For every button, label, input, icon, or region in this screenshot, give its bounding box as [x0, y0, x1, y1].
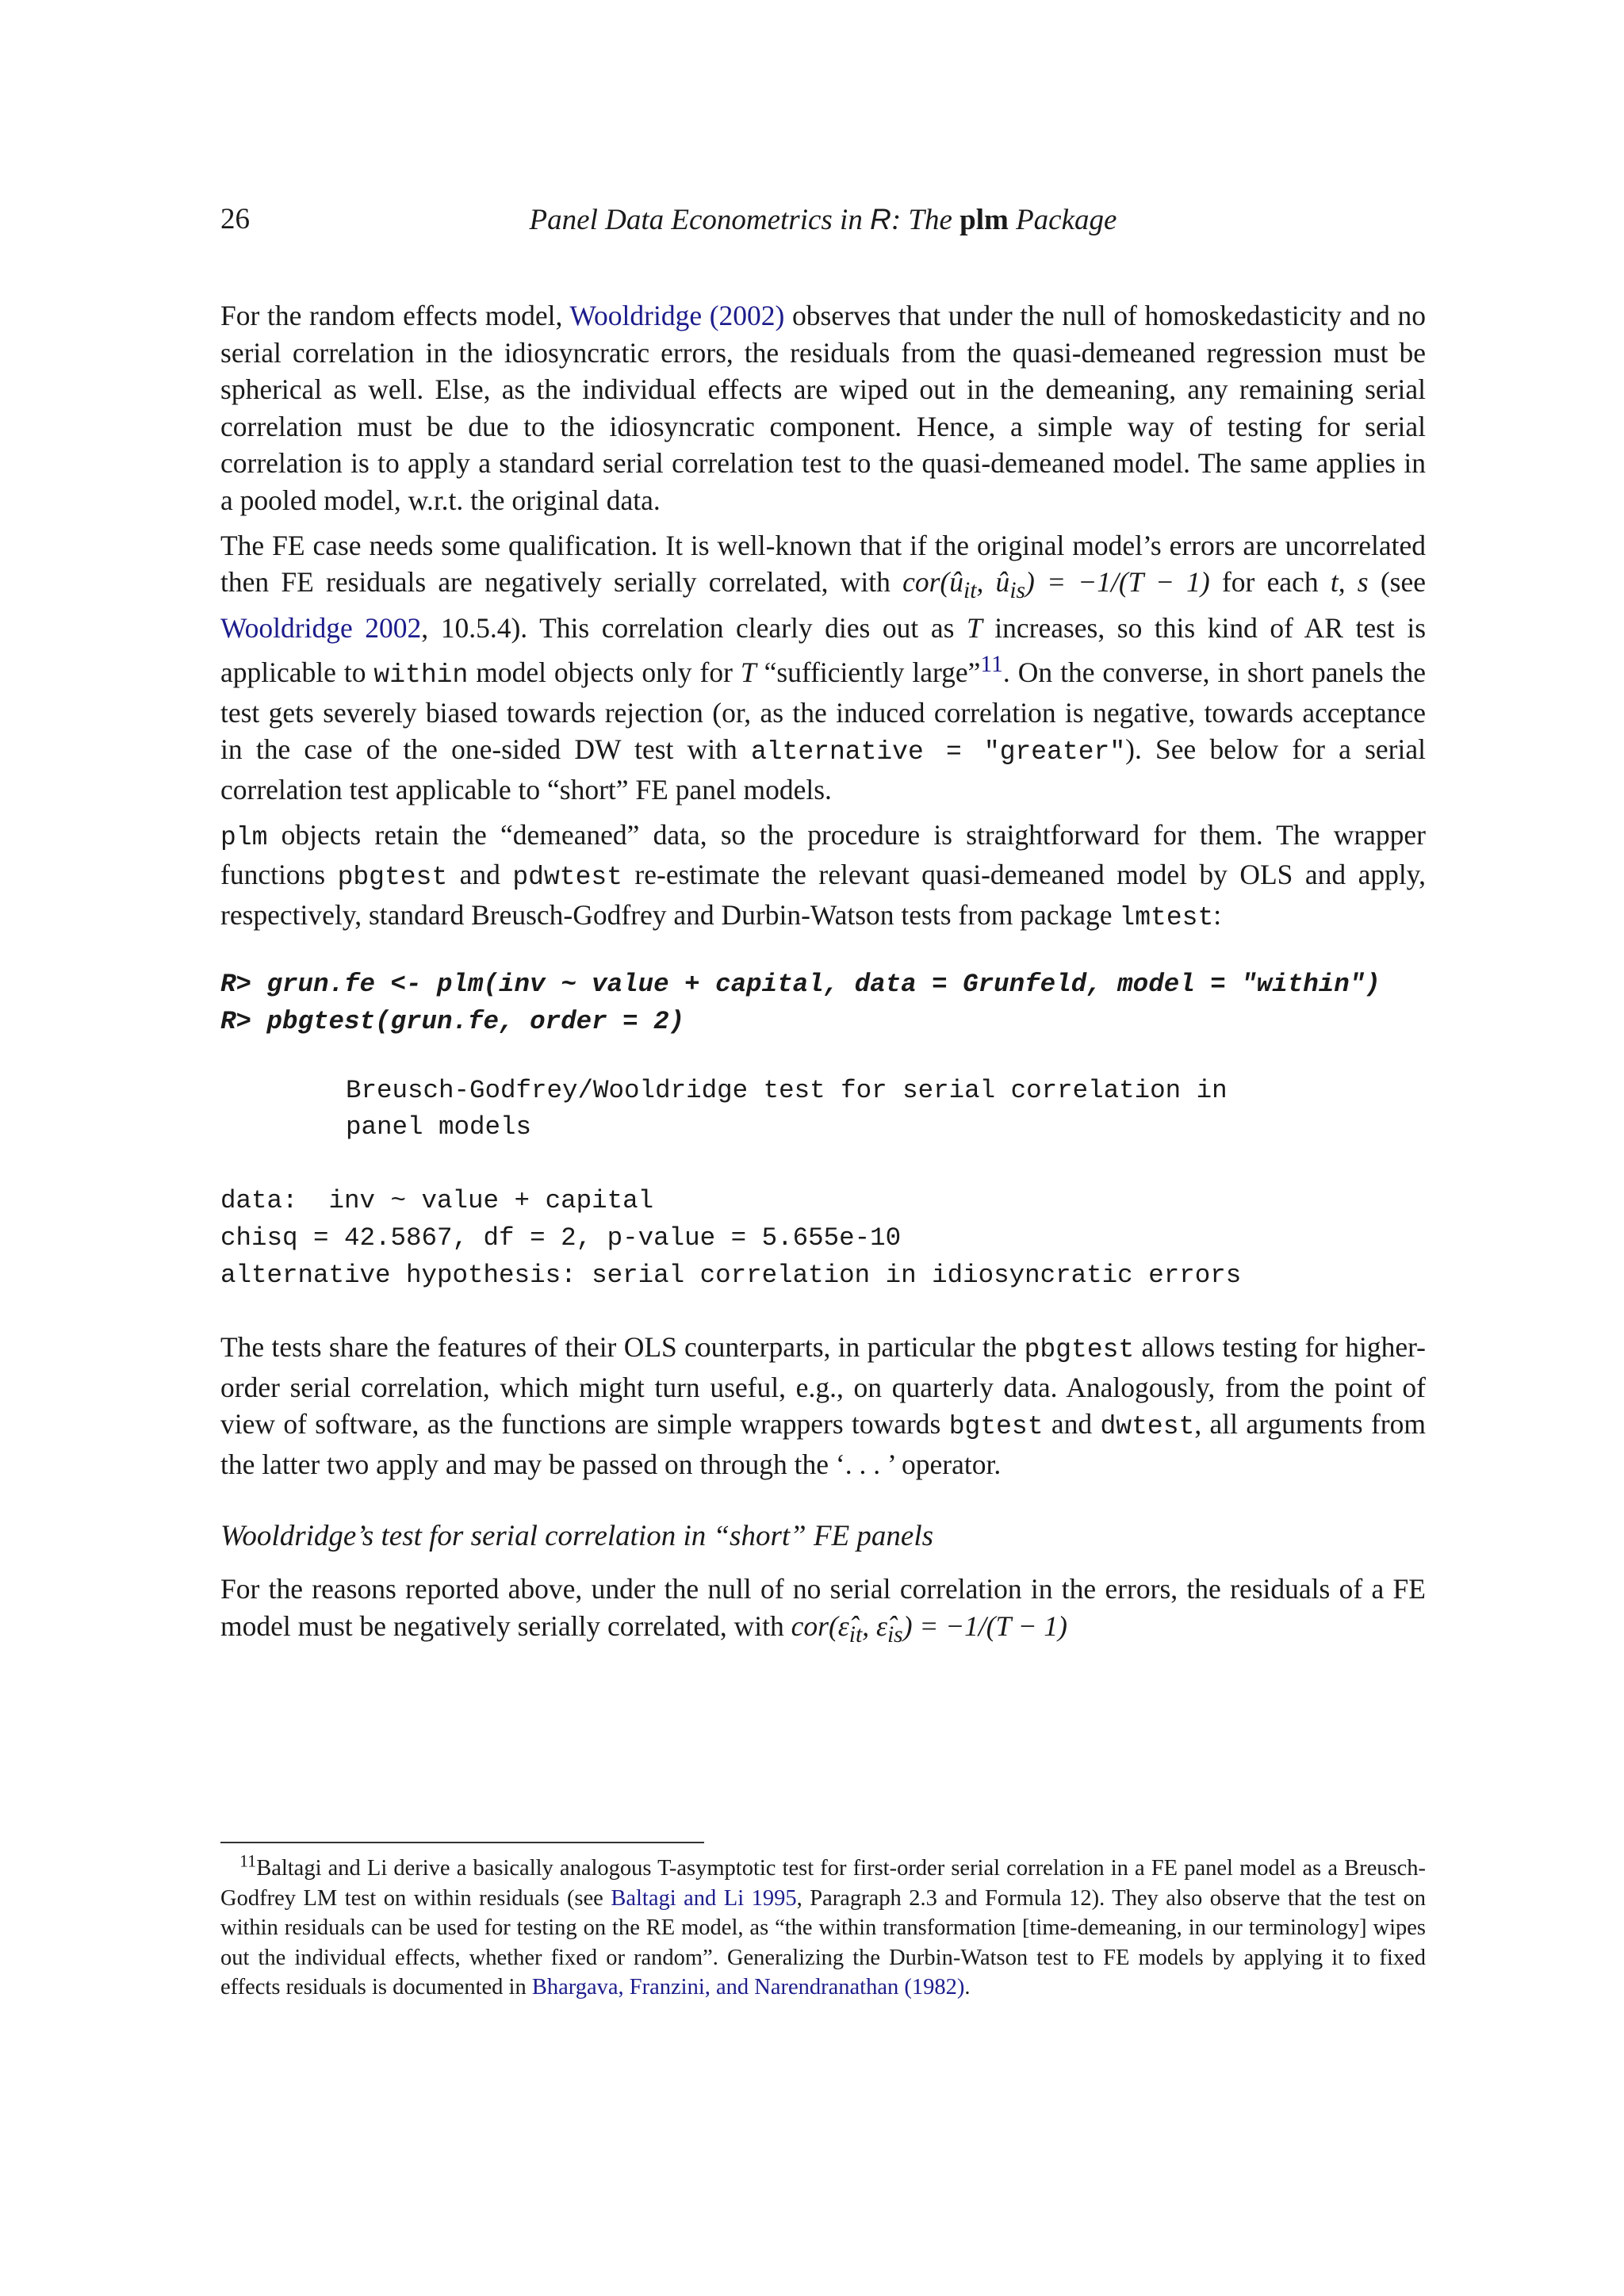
test-data-line: data: inv ~ value + capital [220, 1186, 654, 1216]
math-correlation-epsilon: $cor(\varepsilon̂_{it}$, $\varepsilon̂_{is}) = -1/(T - 1)$ [791, 1609, 1068, 1647]
paragraph-reasons: For the reasons reported above, under the null of no serial correlation in the errors, the residuals of a FE model must be negatively serially correlated, with $cor(\varepsilon̂_{it}$, $\varepsilon̂_{is}) = -1/(T - 1)$ [220, 1573, 1426, 1647]
code-alternative-greater: alternative = "greater" [750, 737, 1126, 767]
test-alternative-line: alternative hypothesis: serial correlation in idiosyncratic errors [220, 1260, 1242, 1290]
section-subheading: Wooldridge’s test for serial correlation in “short” FE panels [220, 1519, 934, 1552]
footnote-11: $^{11}$Baltagi and Li derive a basically analogous T-asymptotic test for first-order serial correlation in a FE panel model as a Breusch-Godfrey LM test on within residuals (see Baltagi and Li 1995, Paragraph 2.3 and Formula 12). They also observe that the test on within residuals can be used for testing on the RE model, as “the within transformation [time-demeaning, in our terminology] wipes out the individual effects, whether fixed or random”. Generalizing the Durbin-Watson test to FE models by applying it to fixed effects residuals is documented in Bhargava, Franzini, and Narendranathan (1982). [220, 1850, 1426, 1999]
math-correlation: $cor(û_{it}$, $û_{is}) = -1/(T - 1)$ [902, 566, 1210, 604]
code-output-block [220, 1073, 1426, 1295]
code-input-block [220, 966, 1426, 1040]
footnote-mark: 11 [239, 1850, 257, 1871]
running-header [220, 200, 1426, 239]
package-name: plm [959, 204, 1009, 236]
paragraph-fe-case: The FE case needs some qualification. It is well-known that if the original model’s errors are uncorrelated then FE residuals are negatively serially correlated, with $cor(û_{it}$, $û_{is}) = -1/(T - 1)$ for each t, s (see Wooldridge 2002, 10.5.4). This correlation clearly dies out as T increases, so this kind of AR test is applicable to within model objects only for T “sufficiently large”$^{11}$. On the converse, in short panels the test gets severely biased towards rejection (or, as the induced correlation is negative, towards acceptance in the case of the one-sided DW test with alternative = "greater"). See below for a serial correlation test applicable to “short” FE panel models. [220, 529, 1427, 806]
code-input-line: R> pbgtest(grun.fe, order = 2) [220, 1007, 685, 1037]
citation-baltagi-li-1995[interactable]: Baltagi and Li 1995 [611, 1885, 797, 1911]
main-text [220, 297, 1426, 1661]
test-title: Breusch-Godfrey/Wooldridge test for serial correlation in [346, 1075, 1228, 1105]
paragraph-random-effects: For the random effects model, Wooldridge (2002) observes that under the null of homoskedasticity and no serial correlation in the idiosyncratic errors, the residuals from the quasi-demeaned regression must be spherical as well. Else, as the individual effects are wiped out in the demeaning, any remaining serial correlation must be due to the idiosyncratic component. Hence, a simple way of testing for serial correlation is to apply a standard serial correlation test to the quasi-demeaned model. The same applies in a pooled model, w.r.t. the original data. [220, 300, 1427, 516]
test-title-continued: panel models [346, 1112, 532, 1142]
code-within: within [373, 660, 469, 691]
citation-bhargava-1982[interactable]: Bhargava, Franzini, and Narendranathan (1982) [531, 1975, 965, 1999]
footnote-divider [220, 1842, 704, 1843]
footnote-ref-11[interactable]: 11 [980, 652, 1003, 678]
citation-wooldridge-2002-section[interactable]: Wooldridge 2002 [220, 611, 422, 644]
code-input-line: R> grun.fe <- plm(inv ~ value + capital, data = Grunfeld, model = "within") [220, 970, 1381, 1000]
running-title: Panel Data Econometrics in R: The plm Package [529, 203, 1117, 236]
test-statistics-line: chisq = 42.5867, df = 2, p-value = 5.655e-10 [220, 1223, 902, 1253]
page-number: 26 [220, 203, 250, 235]
r-language-name: R [870, 203, 891, 235]
paragraph-plm-objects: plm objects retain the “demeaned” data, so the procedure is straightforward for them. The wrapper functions pbgtest and pdwtest re-estimate the relevant quasi-demeaned model by OLS and apply, respectively, standard Breusch-Godfrey and Durbin-Watson tests from package lmtest: [220, 818, 1427, 932]
paragraph-tests-share: The tests share the features of their OLS counterparts, in particular the pbgtest allows testing for higher-order serial correlation, which might turn useful, e.g., on quarterly data. Analogously, from the point of view of software, as the functions are simple wrappers towards bgtest and dwtest, all arguments from the latter two apply and may be passed on through the ‘. . . ’ operator. [220, 1331, 1427, 1480]
citation-wooldridge-2002[interactable]: Wooldridge (2002) [569, 300, 785, 331]
